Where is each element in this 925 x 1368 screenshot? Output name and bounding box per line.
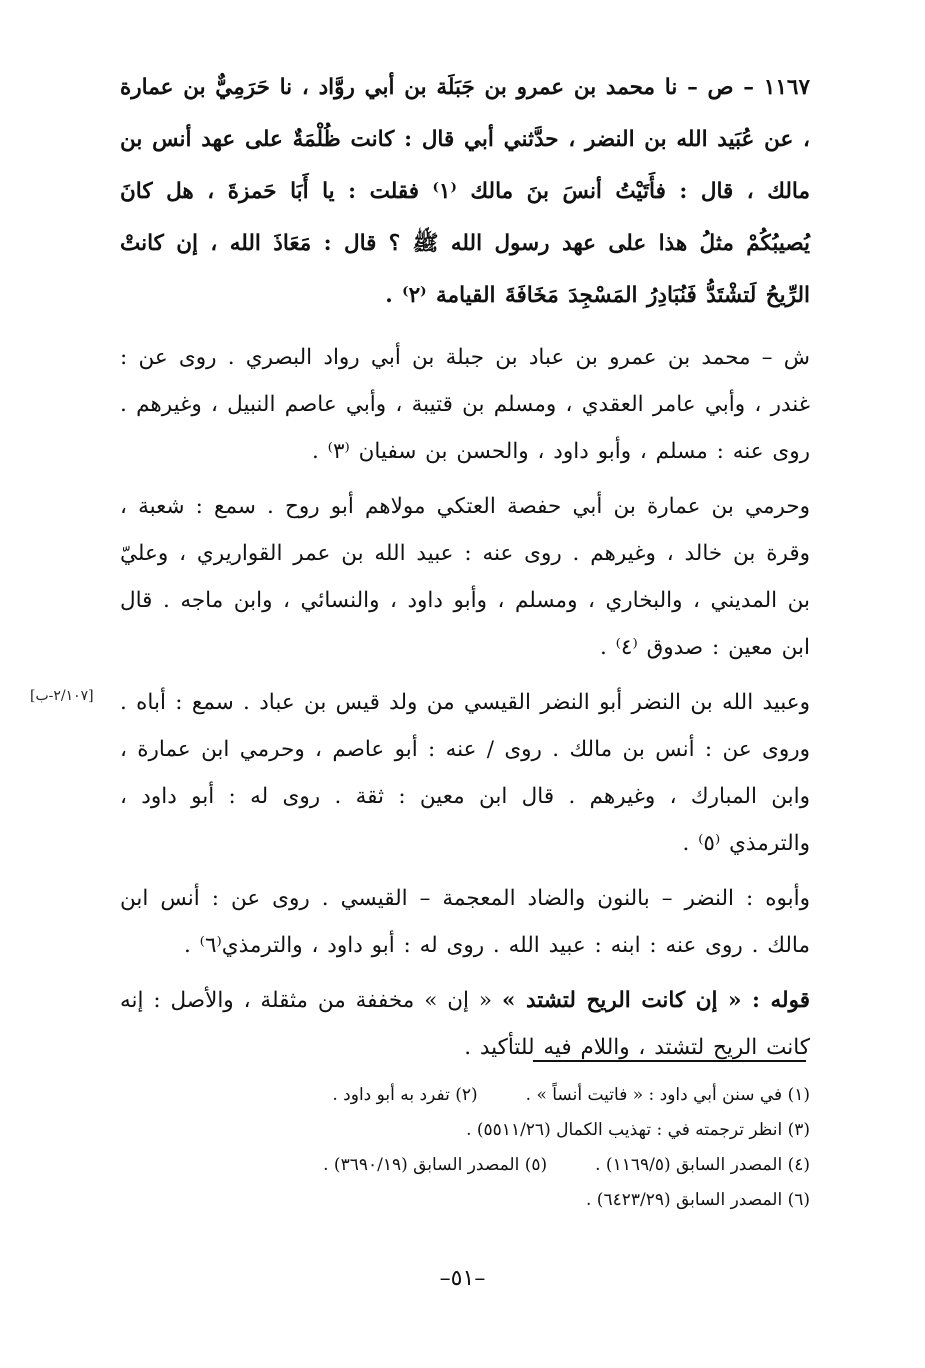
footnote-2: (٢) تفرد به أبو داود . bbox=[332, 1085, 478, 1105]
footnote-separator bbox=[533, 1060, 806, 1062]
narrator-father-paragraph: وأبوه : النضر – بالنون والضاد المعجمة – القيسي . روى عن : أنس ابن مالك . روى عنه : ابنه : عبيد الله . روى له : أبو داود ، والترمذي⁽٦⁾ . bbox=[120, 886, 810, 958]
footnote-3: (٣) انظر ترجمته في : تهذيب الكمال (٥٥١١/٢٦) . bbox=[466, 1120, 810, 1140]
footnotes bbox=[120, 1078, 810, 1218]
footnote-line-2 bbox=[120, 1113, 810, 1148]
commentary-paragraph bbox=[120, 977, 810, 1071]
footnote-1: (١) في سنن أبي داود : « فاتيت أنساً » . bbox=[525, 1085, 810, 1105]
footnote-line-1 bbox=[120, 1078, 810, 1113]
narrator-harami-paragraph: وحرمي بن عمارة بن أبي حفصة العتكي مولاهم أبو روح . سمع : شعبة ، وقرة بن خالد ، وغيرهم . روى عنه : عبيد الله بن عمر القواريري ، وعليّ بن المديني ، والبخاري ، ومسلم ، وأبو داود ، والنسائي ، وابن ماجه . قال ابن معين : صدوق ⁽٤⁾ . bbox=[120, 494, 810, 660]
commentary-explanation: « إن » مخففة من مثقلة ، والأصل : إنه كانت الريح لتشتد ، واللام فيه للتأكيد . bbox=[120, 988, 810, 1060]
commentary-quote: قوله : « إن كانت الريح لتشتد » bbox=[501, 988, 810, 1013]
footnote-5: (٥) المصدر السابق (٣٦٩٠/١٩) . bbox=[323, 1155, 548, 1175]
narrator-muhammad-paragraph: ش – محمد بن عمرو بن عباد بن جبلة بن أبي رواد البصري . روى عن : غندر ، وأبي عامر العقدي ، ومسلم بن قتيبة ، وأبي عاصم النبيل ، وغيرهم . روى عنه : مسلم ، وأبو داود ، والحسن بن سفيان ⁽٣⁾ . bbox=[120, 345, 810, 464]
page-number: –٥١– bbox=[439, 1266, 486, 1291]
footnote-6: (٦) المصدر السابق (٦٤٢٣/٢٩) . bbox=[586, 1190, 810, 1210]
footnote-line-4 bbox=[120, 1183, 810, 1218]
manuscript-folio-note: [٢/١٠٧-ب] bbox=[30, 688, 94, 704]
hadith-text: ١١٦٧ – ص – نا محمد بن عمرو بن جَبَلَة بن أبي روَّاد ، نا حَرَمِيٌّ بن عمارة ، عن عُبَيد الله بن النضر ، حدَّثني أبي قال : كانت ظُلْمَةٌ على عهد أنس بن مالك ، قال : فأَتَيْتُ أنسَ بنَ مالك ⁽١⁾ فقلت : يا أَبَا حَمزةَ ، هل كانَ يُصيبُكُمْ مثلُ هذا على عهد رسول الله ﷺ ؟ قال : مَعَاذَ الله ، إن كانتْ الرِّيحُ لَتشْتَدُّ فَنُبَادِرُ المَسْجِدَ مَخَافَةَ القيامة ⁽٢⁾ . bbox=[120, 75, 810, 308]
narrator-ubaidullah-paragraph: وعبيد الله بن النضر أبو النضر القيسي من ولد قيس بن عباد . سمع : أباه . وروى عن : أنس بن مالك . روى / عنه : أبو عاصم ، وحرمي ابن عمارة ، وابن المبارك ، وغيرهم . قال ابن معين : ثقة . روى له : أبو داود ، والترمذي ⁽٥⁾ . bbox=[120, 690, 810, 856]
page-body bbox=[120, 62, 810, 1079]
footnote-line-3 bbox=[120, 1148, 810, 1183]
footnote-4: (٤) المصدر السابق (١١٦٩/٥) . bbox=[595, 1155, 810, 1175]
